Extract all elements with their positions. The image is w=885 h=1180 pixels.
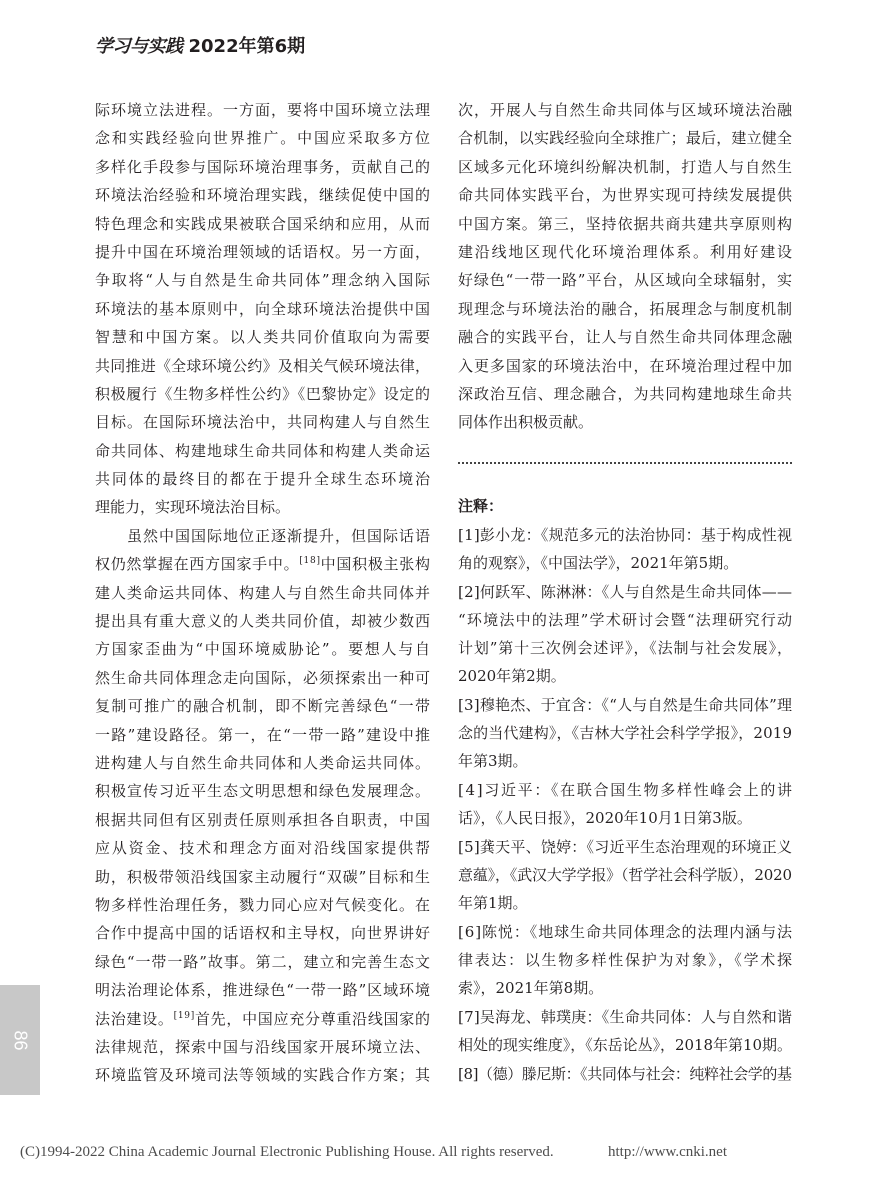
text-line (95, 919, 430, 947)
line-text: 区域多元化环境纠纷解决机制，打造人与自然生 (458, 157, 793, 176)
text-line (458, 521, 792, 549)
body-paragraph (95, 96, 430, 522)
line-text: 际环境立法进程。一方面，要将中国环境立法理 (95, 101, 431, 119)
body-paragraph (95, 522, 430, 1090)
line-text: 2020年第2期。 (458, 667, 566, 685)
text-line (458, 238, 792, 266)
text-line (95, 266, 430, 294)
text-line (458, 549, 792, 577)
text-line (458, 323, 792, 351)
citation-marker: [18] (299, 556, 321, 567)
notes-list (458, 521, 792, 1088)
line-text: 话》，《人民日报》，2020年10月1日第3版。 (458, 809, 752, 827)
line-text: 索》，2021年第8期。 (458, 979, 604, 997)
text-line (458, 295, 792, 323)
notes-separator (458, 462, 792, 464)
line-text: 环境监管及环境司法等领域的实践合作方案；其 (95, 1066, 431, 1085)
line-text: 明法治理论体系，推进绿色“一带一路”区域环境 (95, 981, 431, 1000)
reference-entry (458, 918, 792, 1002)
text-line (95, 408, 430, 436)
footer-url: http://www.cnki.net (608, 1144, 728, 1160)
text-line (95, 749, 430, 777)
text-line (458, 889, 792, 917)
text-line (458, 578, 792, 606)
text-line (95, 295, 430, 323)
text-line (458, 1031, 792, 1059)
line-text: 积极履行《生物多样性公约》《巴黎协定》设定的 (95, 384, 431, 403)
text-line (95, 976, 430, 1004)
text-line (95, 806, 430, 834)
text-line (95, 891, 430, 919)
line-text: 年第1期。 (458, 894, 528, 912)
issue-label: 2022年第6期 (188, 36, 306, 57)
reference-entry (458, 691, 792, 775)
line-text: [2]何跃军、陈淋淋：《人与自然是生命共同体—— (458, 583, 793, 601)
text-line (95, 238, 430, 266)
line-text: 建人类命运共同体、构建人与自然生命共同体并 (95, 583, 431, 602)
text-line (95, 124, 430, 152)
text-line (458, 861, 792, 889)
line-text: 融合的实践平台，让人与自然生命共同体理念融 (458, 328, 793, 347)
line-text: 计划”第十三次例会述评》，《法制与社会发展》， (458, 639, 793, 657)
text-line (95, 96, 430, 124)
text-line (458, 124, 792, 152)
reference-entry (458, 578, 792, 690)
line-text: 物多样性治理任务，戮力同心应对气候变化。在 (95, 895, 431, 914)
line-text: 念的当代建构》，《吉林大学社会科学学报》，2019 (458, 724, 793, 742)
text-segment: 首先，中国应充分尊重沿线国家的 (194, 1009, 431, 1028)
line-text: 根据共同但有区别责任原则承担各自职责，中国 (95, 810, 431, 829)
text-line (458, 691, 792, 719)
text-line (95, 692, 430, 720)
text-line (95, 777, 430, 805)
line-text: 律表达：以生物多样性保护为对象》，《学术探 (458, 951, 794, 969)
line-text: 相处的现实维度》，《东岳论丛》，2018年第10期。 (458, 1036, 792, 1054)
line-text: 智慧和中国方案。以人类共同价值取向为需要 (95, 328, 432, 347)
text-line (458, 747, 792, 775)
line-text: 环境法的基本原则中，向全球环境法治提供中国 (95, 299, 431, 318)
notes-title: 注释： (458, 497, 504, 515)
citation-marker: [19] (173, 1010, 195, 1021)
line-text: 念和实践经验向世界推广。中国应采取多方位 (95, 129, 432, 148)
text-line (458, 606, 792, 634)
text-line (95, 1061, 430, 1089)
notes-section (458, 492, 792, 1088)
text-line (458, 946, 792, 974)
line-text: 环境法治经验和环境治理实践，继续促使中国的 (95, 186, 431, 205)
text-line (95, 1033, 430, 1061)
text-line (95, 664, 430, 692)
line-text: 同体作出积极贡献。 (458, 413, 594, 432)
text-line (458, 634, 792, 662)
text-line (458, 1060, 792, 1088)
line-text: [8]（德）滕尼斯：《共同体与社会：纯粹社会学的基 (458, 1065, 792, 1083)
line-text: 助，积极带领沿线国家主动履行“双碳”目标和生 (95, 867, 431, 886)
text-line (458, 380, 792, 408)
line-text: [6]陈悦：《地球生命共同体理念的法理内涵与法 (458, 923, 793, 941)
line-text: 特色理念和实践成果被联合国采纳和应用，从而 (95, 214, 431, 233)
line-text: 合作中提高中国的话语权和主导权，向世界讲好 (95, 924, 431, 943)
line-text: [5]龚天平、饶婷：《习近平生态治理观的环境正义 (458, 838, 793, 856)
line-text: 共同推进《全球环境公约》及相关气候环境法律， (95, 356, 431, 375)
text-line (95, 352, 430, 380)
line-text: 理能力，实现环境法治目标。 (95, 498, 291, 517)
line-text: 深政治互信、理念融合，为共同构建地球生命共 (458, 384, 793, 403)
text-line (95, 834, 430, 862)
line-text: 多样化手段参与国际环境治理事务，贡献自己的 (95, 157, 431, 176)
line-text: 意蕴》，《武汉大学学报》（哲学社会科学版），2020 (458, 866, 792, 884)
line-text: [1]彭小龙：《规范多元的法治协同：基于构成性视 (458, 526, 793, 544)
line-text: 然生命共同体理念走向国际，必须探索出一种可 (95, 668, 431, 687)
text-segment: 法治建设。 (95, 1009, 174, 1028)
line-text: [4]习近平：《在联合国生物多样性峰会上的讲 (458, 781, 794, 799)
text-line (95, 721, 430, 749)
line-text: 年第3期。 (458, 752, 528, 770)
line-text: 好绿色“一带一路”平台，从区域向全球辐射，实 (458, 271, 793, 290)
text-segment: 权仍然掌握在西方国家手中。 (95, 555, 300, 574)
text-line (95, 493, 430, 521)
line-text: [3]穆艳杰、于宜含：《“人与自然是生命共同体”理 (458, 696, 793, 714)
text-line (95, 181, 430, 209)
running-header (95, 34, 305, 60)
line-text: 虽然中国国际地位正逐渐提升，但国际话语 (127, 526, 431, 545)
text-line (95, 579, 430, 607)
line-text: 复制可推广的融合机制，即不断完善绿色“一带 (95, 697, 432, 716)
line-text: “环境法中的法理”学术研讨会暨“法理研究行动 (458, 611, 794, 629)
text-line (458, 408, 792, 436)
right-column (458, 96, 792, 437)
body-paragraph (458, 96, 792, 437)
text-segment: 中国积极主张构 (320, 555, 431, 574)
text-line (95, 607, 430, 635)
page-number-tab (0, 985, 40, 1095)
line-text: 积极宣传习近平生态文明思想和绿色发展理念。 (95, 782, 431, 801)
text-line (458, 153, 792, 181)
reference-entry (458, 1060, 792, 1088)
text-line (95, 522, 430, 550)
copyright-footer (20, 1141, 880, 1163)
line-text: 争取将“人与自然是生命共同体”理念纳入国际 (95, 271, 432, 290)
text-line (458, 833, 792, 861)
reference-entry (458, 1003, 792, 1059)
line-text: 中国方案。第三，坚持依据共商共建共享原则构 (458, 214, 793, 233)
left-column (95, 96, 430, 1090)
text-line (458, 266, 792, 294)
line-text: 次，开展人与自然生命共同体与区域环境法治融 (458, 101, 793, 119)
line-text: 合机制，以实践经验向全球推广；最后，建立健全 (458, 129, 793, 148)
line-text (95, 1010, 431, 1028)
text-line (458, 719, 792, 747)
text-line (458, 918, 792, 946)
text-line (95, 635, 430, 663)
line-text: 目标。在国际环境法治中，共同构建人与自然生 (95, 413, 431, 432)
reference-entry (458, 776, 792, 832)
text-line (458, 181, 792, 209)
text-line (95, 210, 430, 238)
line-text: 共同体的最终目的都在于提升全球生态环境治 (95, 470, 432, 489)
copyright-text: (C)1994-2022 China Academic Journal Electronic Publishing House. All rights reserved. (20, 1144, 554, 1160)
line-text: 角的观察》，《中国法学》，2021年第5期。 (458, 554, 739, 572)
line-text: [7]吴海龙、韩璞庚：《生命共同体：人与自然和谐 (458, 1008, 793, 1026)
text-line (95, 1005, 430, 1033)
text-line (458, 804, 792, 832)
line-text: 法律规范，探索中国与沿线国家开展环境立法、 (95, 1037, 431, 1056)
line-text: 建沿线地区现代化环境治理体系。利用好建设 (458, 242, 794, 261)
line-text: 一路”建设路径。第一，在“一带一路”建设中推 (95, 725, 432, 744)
text-line (95, 380, 430, 408)
text-line (95, 437, 430, 465)
line-text: 命共同体、构建地球生命共同体和构建人类命运 (95, 441, 431, 460)
line-text: 现理念与环境法治的融合，拓展理念与制度机制 (458, 299, 793, 318)
text-line (458, 352, 792, 380)
text-line (95, 948, 430, 976)
reference-entry (458, 521, 792, 577)
page-number: 86 (10, 1029, 31, 1051)
text-line (458, 776, 792, 804)
line-text: 应从资金、技术和理念方面对沿线国家提供帮 (95, 839, 432, 858)
text-line (458, 974, 792, 1002)
text-line (458, 210, 792, 238)
text-line (95, 323, 430, 351)
text-line (95, 863, 430, 891)
text-line (95, 465, 430, 493)
line-text: 方国家歪曲为“中国环境威胁论”。要想人与自 (95, 640, 432, 659)
text-line (458, 96, 792, 124)
line-text: 命共同体实践平台，为世界实现可持续发展提供 (458, 186, 793, 205)
line-text: 入更多国家的环境法治中，在环境治理过程中加 (458, 356, 793, 375)
line-text: 绿色“一带一路”故事。第二，建立和完善生态文 (95, 952, 431, 971)
text-line (458, 1003, 792, 1031)
line-text (95, 555, 431, 573)
text-line (95, 153, 430, 181)
line-text: 提升中国在环境治理领域的话语权。另一方面， (95, 242, 431, 261)
line-text: 进构建人与自然生命共同体和人类命运共同体。 (95, 753, 431, 772)
reference-entry (458, 833, 792, 917)
text-line (95, 550, 430, 578)
journal-name: 学习与实践 (95, 36, 183, 57)
line-text: 提出具有重大意义的人类共同价值，却被少数西 (95, 612, 431, 631)
text-line (458, 662, 792, 690)
